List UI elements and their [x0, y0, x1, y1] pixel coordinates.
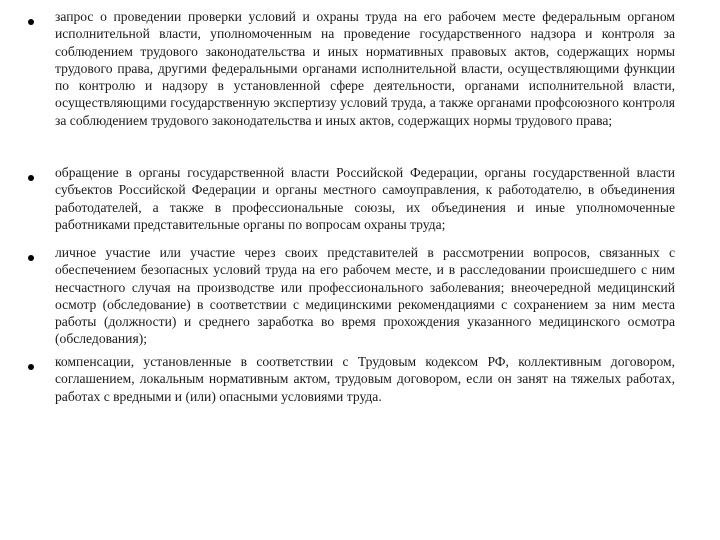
bullet-icon	[28, 364, 34, 370]
list-item-text: обращение в органы государственной власти Российской Федерации, органы государственной власти субъектов Российской Федерации и органы местного самоуправления, к работодателю, в объединения работодателей, а также в профессиональные союзы, их объединения и иные уполномоченные работниками представительные органы по вопросам охраны труда;	[55, 165, 675, 232]
bullet-icon	[28, 175, 34, 181]
list-item-text: компенсации, установленные в соответствии с Трудовым кодексом РФ, коллективным договором, соглашением, локальным нормативным актом, трудовым договором, если он занят на тяжелых работах, работах с вредными и (или) опасными условиями труда.	[55, 354, 675, 404]
bullet-icon	[28, 19, 34, 25]
bullet-icon	[28, 255, 34, 261]
list-item-text: запрос о проведении проверки условий и охраны труда на его рабочем месте федеральным органом исполнительной власти, уполномоченным на проведение государственного надзора и контроля за соблюдением трудового законодательства и иных нормативных правовых актов, содержащих нормы трудового права, другими федеральными органами исполнительной власти, осуществляющими функции по контролю и надзору в установленной сфере деятельности, органами исполнительной власти, осуществляющими государственную экспертизу условий труда, а также органами профсоюзного контроля за соблюдением трудового законодательства и иных актов, содержащих нормы трудового права;	[55, 9, 675, 128]
list-item-text: личное участие или участие через своих представителей в рассмотрении вопросов, связанных с обеспечением безопасных условий труда на его рабочем месте, и в расследовании происшедшего с ним несчастного случая на производстве или профессионального заболевания; внеочередной медицинский осмотр (обследование) в соответствии с медицинскими рекомендациями с сохранением за ним места работы (должности) и среднего заработка во время прохождения указанного медицинского осмотра (обследования);	[55, 245, 675, 347]
